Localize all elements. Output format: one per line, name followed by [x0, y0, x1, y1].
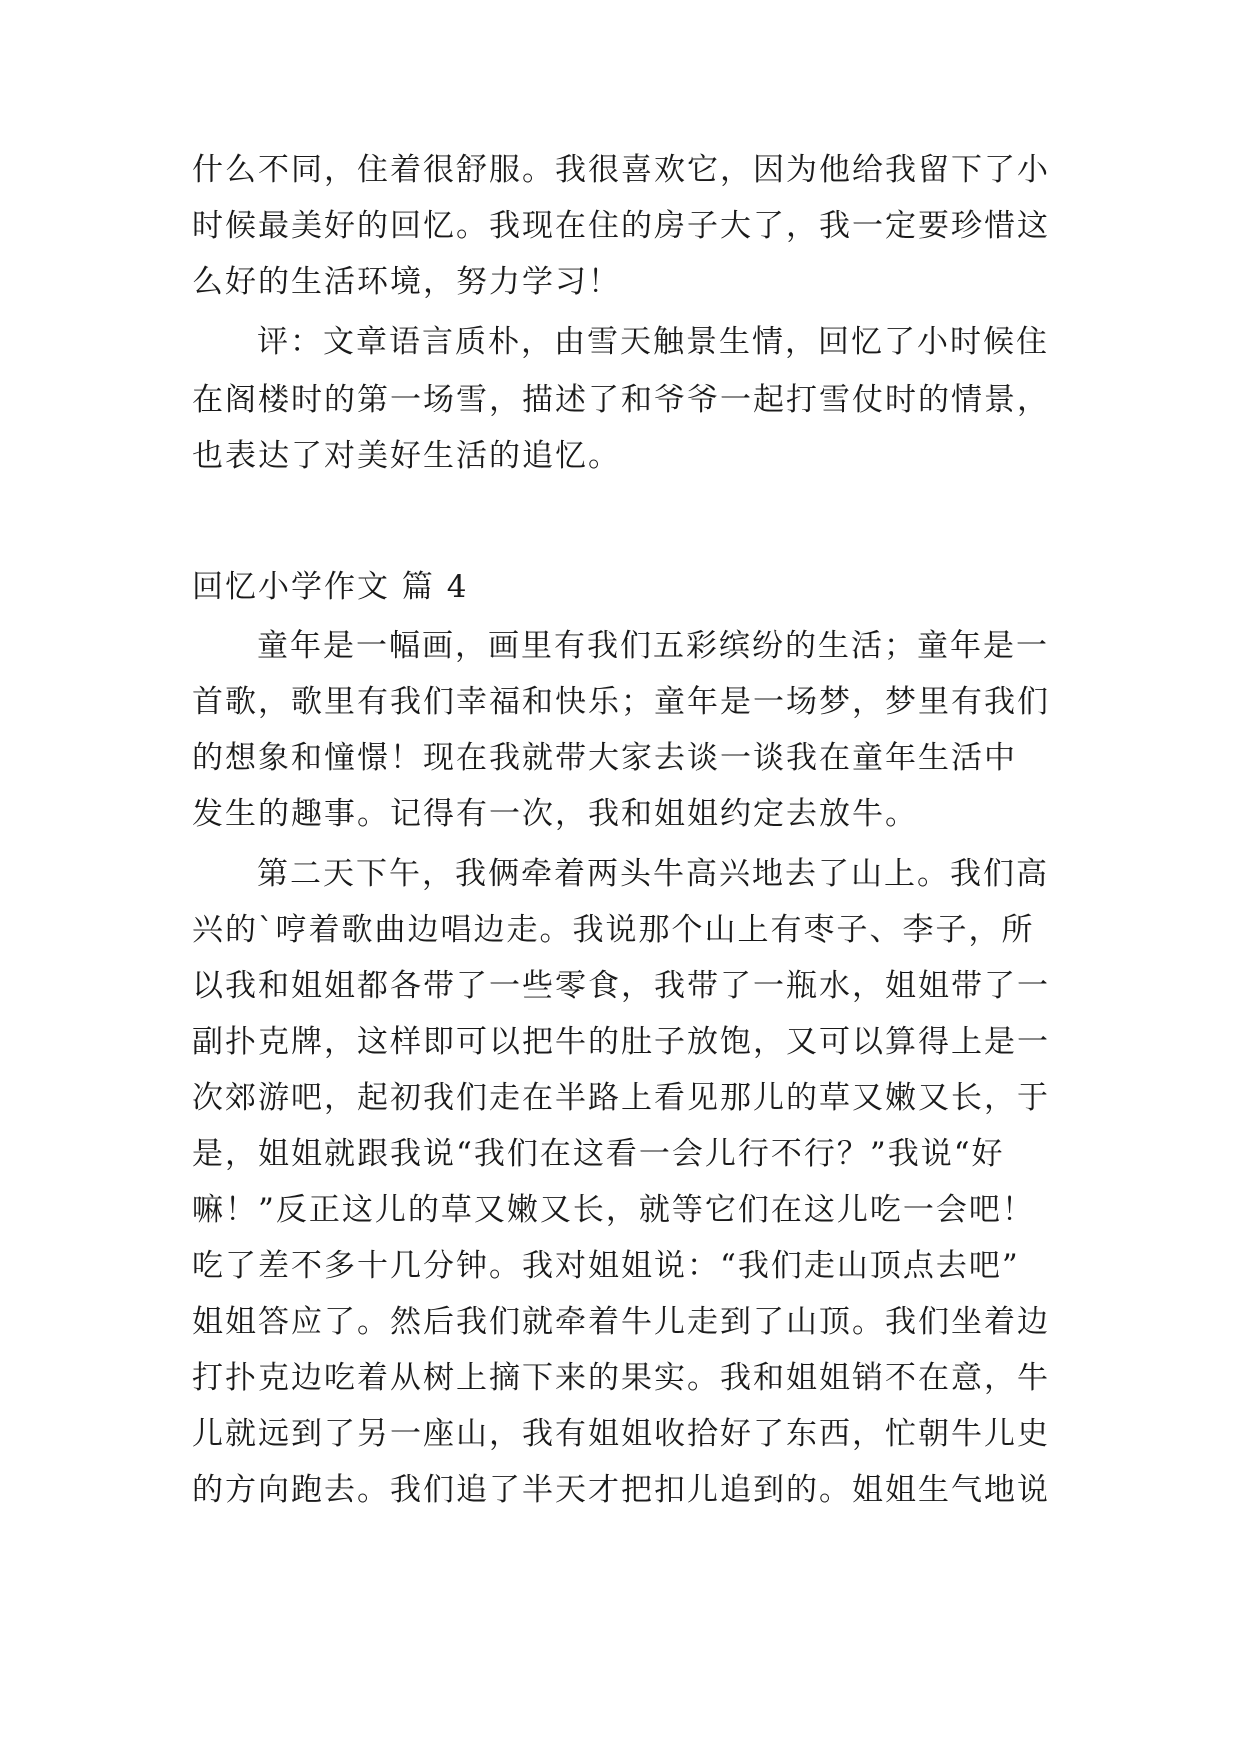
text-line: 时候最美好的回忆。我现在住的房子大了，我一定要珍惜这 — [192, 208, 1050, 244]
text-line: 以我和姐姐都各带了一些零食，我带了一瓶水，姐姐带了一 — [192, 968, 1050, 1004]
text-line: 首歌，歌里有我们幸福和快乐；童年是一场梦，梦里有我们 — [192, 684, 1050, 720]
text-line: 第二天下午，我俩牵着两头牛高兴地去了山上。我们高 — [257, 856, 1049, 892]
text-line: 评：文章语言质朴，由雪天触景生情，回忆了小时候住 — [257, 324, 1049, 360]
text-line: 的想象和憧憬！现在我就带大家去谈一谈我在童年生活中 — [192, 740, 1017, 776]
text-line: 兴的`哼着歌曲边唱边走。我说那个山上有枣子、李子，所 — [192, 912, 1035, 948]
text-line: 在阁楼时的第一场雪，描述了和爷爷一起打雪仗时的情景， — [192, 382, 1050, 418]
text-line: 发生的趣事。记得有一次，我和姐姐约定去放牛。 — [192, 796, 918, 832]
text-line: 什么不同，住着很舒服。我很喜欢它，因为他给我留下了小 — [192, 152, 1050, 188]
text-line: 吃了差不多十几分钟。我对姐姐说：“我们走山顶点去吧” — [192, 1248, 1020, 1284]
text-line: 童年是一幅画，画里有我们五彩缤纷的生活；童年是一 — [257, 628, 1049, 664]
section-heading: 回忆小学作文 篇 4 — [192, 569, 469, 605]
text-line: 姐姐答应了。然后我们就牵着牛儿走到了山顶。我们坐着边 — [192, 1304, 1050, 1340]
text-line: 的方向跑去。我们追了半天才把扣儿追到的。姐姐生气地说 — [192, 1472, 1050, 1508]
text-line: 次郊游吧，起初我们走在半路上看见那儿的草又嫩又长，于 — [192, 1080, 1050, 1116]
text-line: 儿就远到了另一座山，我有姐姐收拾好了东西，忙朝牛儿史 — [192, 1416, 1050, 1452]
text-line: 是，姐姐就跟我说“我们在这看一会儿行不行？”我说“好 — [192, 1136, 1005, 1172]
text-line: 也表达了对美好生活的追忆。 — [192, 438, 621, 474]
text-line: 么好的生活环境，努力学习！ — [192, 264, 621, 300]
text-line: 副扑克牌，这样即可以把牛的肚子放饱，又可以算得上是一 — [192, 1024, 1050, 1060]
text-line: 嘛！”反正这儿的草又嫩又长，就等它们在这儿吃一会吧！ — [192, 1192, 1035, 1228]
text-line: 打扑克边吃着从树上摘下来的果实。我和姐姐销不在意，牛 — [192, 1360, 1050, 1396]
